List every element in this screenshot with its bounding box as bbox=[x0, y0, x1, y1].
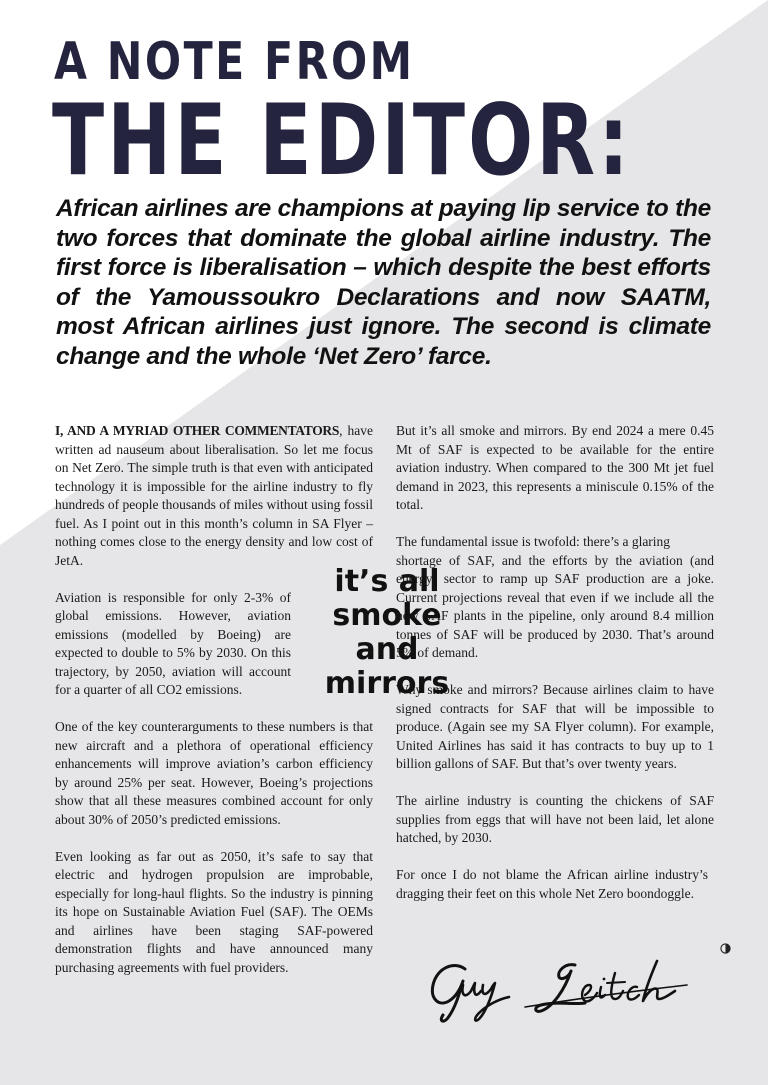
paragraph-5: But it’s all smoke and mirrors. By end 2024 a mere 0.45 Mt of SAF is expected to be available for the entire aviation industry. When compared to the 300 Mt jet fuel demand in 2023, this represents a miniscule 0.15% of the total. bbox=[396, 423, 714, 512]
signature bbox=[425, 955, 695, 1025]
paragraph-8: The airline industry is counting the chickens of SAF supplies from eggs that will have not been laid, let alone hatched, by 2030. bbox=[396, 793, 714, 845]
globe-end-icon bbox=[720, 943, 731, 954]
paragraph-6: shortage of SAF, and the efforts by the aviation (and energy) sector to ramp up SAF production are a joke. Current projections reveal that even if we include all the new SAF plants in the pipeline, only around 8.4 million tonnes of SAF will be produced by 2030. That’s around 5% of demand. bbox=[396, 552, 714, 660]
pull-quote: it’s all smoke and mirrors bbox=[324, 564, 450, 701]
body-column-left bbox=[55, 422, 373, 996]
paragraph-9: For once I do not blame the African airline industry’s dragging their feet on this whole Net Zero boondoggle. bbox=[396, 867, 708, 901]
standfirst: African airlines are champions at paying lip service to the two forces that dominate the global airline industry. The first force is liberalisation – which despite the best efforts of the Yamoussoukro Declarations and now SAATM, most African airlines just ignore. The second is climate change and the whole ‘Net Zero’ farce. bbox=[56, 195, 711, 370]
paragraph-4: Even looking as far out as 2050, it’s safe to say that electric and hydrogen propulsion are improbable, especially for long-haul flights. So the industry is pinning its hope on Sustainable Aviation Fuel (SAF). The OEMs and airlines have been staging SAF-powered demonstration flights and have announced many purchasing agreements with fuel providers. bbox=[55, 848, 373, 975]
paragraph-1-text: , have written ad nauseum about liberalisation. So let me focus on Net Zero. The simple truth is that even with anticipated technology it is impossible for the airline industry to fly hundreds of people thousands of miles without using fossil fuel. As I point out in this month’s column in SA Flyer – nothing comes close to the energy density and low cost of JetA. bbox=[55, 423, 374, 568]
paragraph-6-intro: The fundamental issue is twofold: there’s a glaring bbox=[396, 534, 671, 549]
kicker-heading: A NOTE FROM bbox=[54, 32, 415, 92]
lead-in: I, AND A MYRIAD OTHER COMMENTATORS bbox=[55, 423, 340, 438]
paragraph-3: One of the key counterarguments to these numbers is that new aircraft and a plethora of operational efficiency enhancements will improve aviation’s carbon efficiency by around 25% per seat. However, Boeing’s projections show that all these measures combined account for only about 30% of 2050’s predicted emissions. bbox=[55, 719, 373, 827]
paragraph-1 bbox=[55, 422, 373, 570]
paragraph-7: Why smoke and mirrors? Because airlines claim to have signed contracts for SAF that will be impossible to produce. (Again see my SA Flyer column). For example, United Airlines has said it has contracts to buy up to 1 billion gallons of SAF. But that’s over twenty years. bbox=[396, 682, 714, 771]
paragraph-2: Aviation is responsible for only 2-3% of global emissions. However, aviation emissions (modelled by Boeing) are expected to double to 5% by 2030. On this trajectory, by 2050, aviation will account for a quarter of all CO2 emissions. bbox=[55, 589, 291, 697]
page-title: THE EDITOR: bbox=[52, 84, 632, 198]
